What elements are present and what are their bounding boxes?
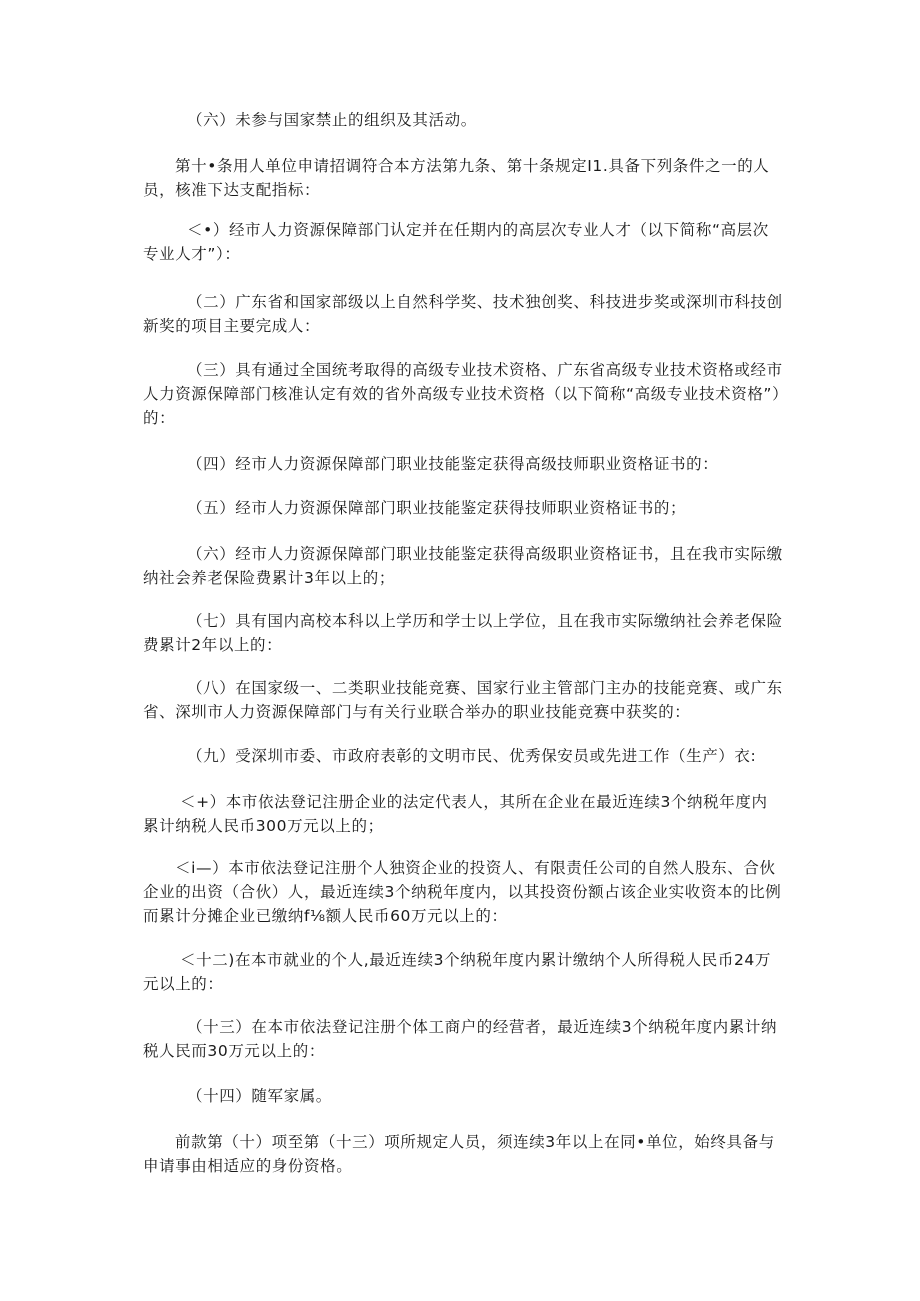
paragraph-item-12-individual-tax: ＜十二)在本市就业的个人,最近连续3个纳税年度内累计缴纳个人所得税人民币24万元以上的： bbox=[143, 951, 771, 993]
paragraph-article-11: 第十•条用人单位申请招调符合本方法第九条、第十条规定I1.具备下列条件之一的人员，核准下达支配指标： bbox=[143, 157, 770, 199]
paragraph-item-13-individual-business: （十三）在本市依法登记注册个体工商户的经营者，最近连续3个纳税年度内累计纳税人民而30万元以上的： bbox=[143, 1018, 778, 1060]
paragraph-item-11-investors: ＜i—）本市依法登记注册个人独资企业的投资人、有限责任公司的自然人股东、合伙企业的出资（合伙）人，最近连续3个纳税年度内，以其投资份额占该企业实收资本的比例而累计分摊企业已缴纳f⅛额人民币60万元以上的： bbox=[143, 859, 782, 925]
paragraph-item-8-competition-winners: （八）在国家级一、二类职业技能竞赛、国家行业主管部门主办的技能竞赛、或广东省、深圳市人力资源保障部门与有关行业联合举办的职业技能竞赛中获奖的： bbox=[143, 679, 783, 721]
paragraph-item-10-legal-representative: ＜+）本市依法登记注册企业的法定代表人，其所在企业在最近连续3个纳税年度内累计纳税人民币300万元以上的； bbox=[143, 793, 768, 835]
paragraph-item-4-senior-technician: （四）经市人力资源保障部门职业技能鉴定获得高级技师职业资格证书的： bbox=[187, 455, 719, 473]
paragraph-item-1-high-level-talent: ＜•）经市人力资源保障部门认定并在任期内的高层次专业人才（以下简称“高层次专业人才”）： bbox=[143, 221, 769, 263]
paragraph-closing-provision: 前款第（十）项至第（十三）项所规定人员，须连续3年以上在同•单位，始终具备与申请事由相适应的身份资格。 bbox=[143, 1133, 775, 1175]
paragraph-item-3-senior-qualification: （三）具有通过全国统考取得的高级专业技术资格、广东省高级专业技术资格或经市人力资源保障部门核准认定有效的省外高级专业技术资格（以下简称“高级专业技术资格”）的： bbox=[143, 361, 783, 427]
paragraph-item-5-technician: （五）经市人力资源保障部门职业技能鉴定获得技师职业资格证书的； bbox=[187, 499, 687, 517]
paragraph-item-14-military-dependents: （十四）随军家属。 bbox=[187, 1087, 332, 1105]
paragraph-item-6-senior-vocational: （六）经市人力资源保障部门职业技能鉴定获得高级职业资格证书，且在我市实际缴纳社会养老保险费累计3年以上的； bbox=[143, 545, 783, 587]
paragraph-item-7-bachelor-degree: （七）具有国内高校本科以上学历和学士以上学位，且在我市实际缴纳社会养老保险费累计2年以上的： bbox=[143, 612, 783, 654]
paragraph-item-2-award-winners: （二）广东省和国家部级以上自然科学奖、技术独创奖、科技进步奖或深圳市科技创新奖的项目主要完成人： bbox=[143, 293, 783, 335]
paragraph-item-6-prohibited-organizations: （六）未参与国家禁止的组织及其活动。 bbox=[187, 111, 477, 129]
paragraph-item-9-commended-citizens: （九）受深圳市委、市政府表彰的文明市民、优秀保安员或先进工作（生产）衣: bbox=[187, 747, 757, 765]
